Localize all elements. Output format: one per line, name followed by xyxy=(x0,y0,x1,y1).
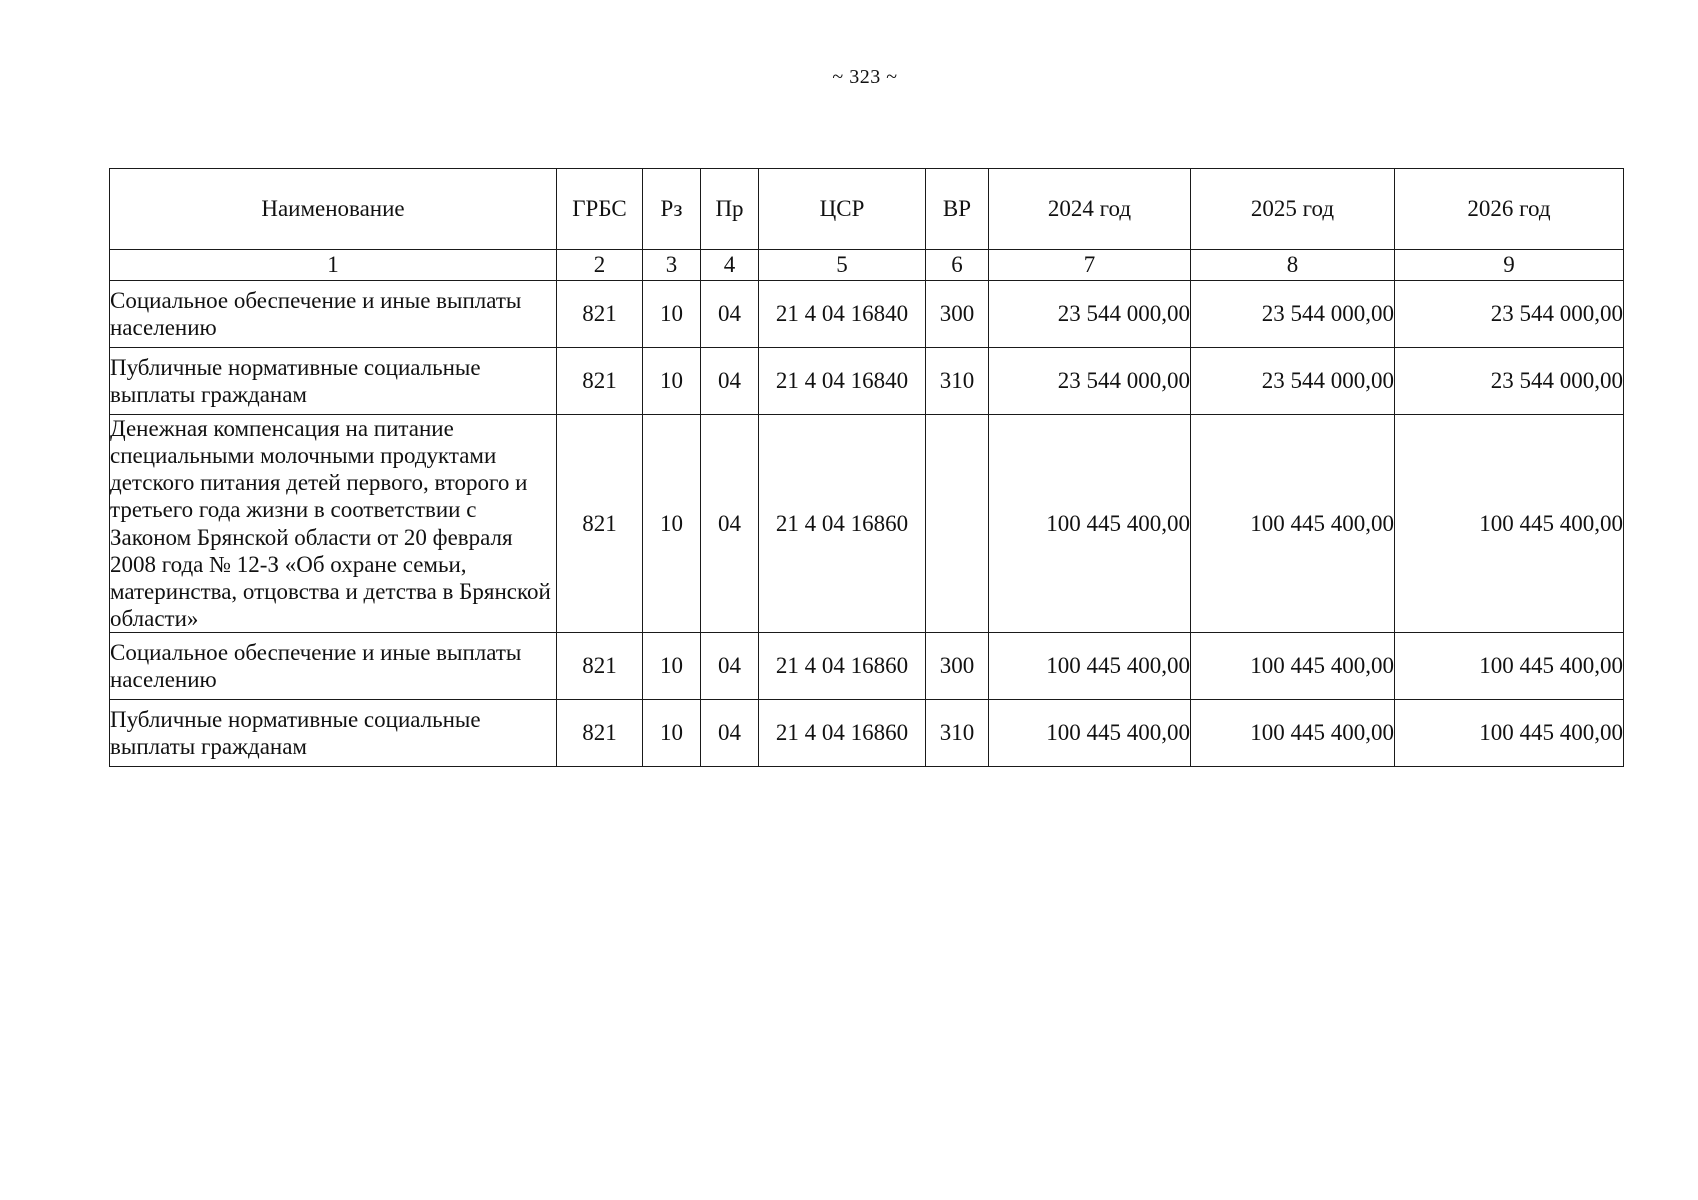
column-number: 8 xyxy=(1191,250,1395,281)
row-amount-2024: 100 445 400,00 xyxy=(989,633,1191,700)
row-pr: 04 xyxy=(701,348,759,415)
row-pr: 04 xyxy=(701,633,759,700)
row-pr: 04 xyxy=(701,281,759,348)
column-number: 1 xyxy=(110,250,557,281)
column-number-row xyxy=(110,250,1624,281)
row-amount-2024: 23 544 000,00 xyxy=(989,348,1191,415)
row-amount-2024: 23 544 000,00 xyxy=(989,281,1191,348)
budget-table xyxy=(109,168,1624,767)
row-name: Денежная компенсация на питание специальными молочными продуктами детского питания детей первого, второго и третьего года жизни в соответствии с Законом Брянской области от 20 февраля 2008 года № 12-З «Об охране семьи, материнства, отцовства и детства в Брянской области» xyxy=(110,415,557,633)
row-pr: 04 xyxy=(701,415,759,633)
table-row xyxy=(110,700,1624,767)
row-amount-2025: 23 544 000,00 xyxy=(1191,348,1395,415)
row-vr: 310 xyxy=(926,700,989,767)
row-csr: 21 4 04 16860 xyxy=(759,700,926,767)
column-number: 6 xyxy=(926,250,989,281)
column-number: 5 xyxy=(759,250,926,281)
row-rz: 10 xyxy=(643,633,701,700)
row-vr: 300 xyxy=(926,633,989,700)
header-csr: ЦСР xyxy=(759,169,926,250)
row-pr: 04 xyxy=(701,700,759,767)
column-number: 4 xyxy=(701,250,759,281)
row-amount-2024: 100 445 400,00 xyxy=(989,700,1191,767)
row-name: Социальное обеспечение и иные выплаты населению xyxy=(110,633,557,700)
row-amount-2026: 23 544 000,00 xyxy=(1395,281,1624,348)
row-grbs: 821 xyxy=(557,700,643,767)
row-amount-2024: 100 445 400,00 xyxy=(989,415,1191,633)
row-vr: 300 xyxy=(926,281,989,348)
row-rz: 10 xyxy=(643,415,701,633)
row-amount-2026: 23 544 000,00 xyxy=(1395,348,1624,415)
row-vr: 310 xyxy=(926,348,989,415)
row-name: Публичные нормативные социальные выплаты гражданам xyxy=(110,700,557,767)
row-amount-2025: 100 445 400,00 xyxy=(1191,700,1395,767)
row-name: Публичные нормативные социальные выплаты гражданам xyxy=(110,348,557,415)
column-number: 9 xyxy=(1395,250,1624,281)
row-grbs: 821 xyxy=(557,633,643,700)
header-rz: Рз xyxy=(643,169,701,250)
column-number: 2 xyxy=(557,250,643,281)
row-amount-2026: 100 445 400,00 xyxy=(1395,415,1624,633)
row-vr xyxy=(926,415,989,633)
header-name: Наименование xyxy=(110,169,557,250)
row-rz: 10 xyxy=(643,281,701,348)
row-csr: 21 4 04 16840 xyxy=(759,348,926,415)
row-grbs: 821 xyxy=(557,348,643,415)
row-rz: 10 xyxy=(643,700,701,767)
row-name: Социальное обеспечение и иные выплаты населению xyxy=(110,281,557,348)
column-number: 3 xyxy=(643,250,701,281)
table-row xyxy=(110,348,1624,415)
row-amount-2026: 100 445 400,00 xyxy=(1395,700,1624,767)
row-amount-2025: 23 544 000,00 xyxy=(1191,281,1395,348)
row-csr: 21 4 04 16860 xyxy=(759,633,926,700)
page-number: ~ 323 ~ xyxy=(832,66,898,88)
header-grbs: ГРБС xyxy=(557,169,643,250)
header-pr: Пр xyxy=(701,169,759,250)
header-2024: 2024 год xyxy=(989,169,1191,250)
header-vr: ВР xyxy=(926,169,989,250)
row-grbs: 821 xyxy=(557,281,643,348)
table-row xyxy=(110,281,1624,348)
row-amount-2026: 100 445 400,00 xyxy=(1395,633,1624,700)
table-row xyxy=(110,415,1624,633)
column-number: 7 xyxy=(989,250,1191,281)
row-csr: 21 4 04 16840 xyxy=(759,281,926,348)
row-rz: 10 xyxy=(643,348,701,415)
row-amount-2025: 100 445 400,00 xyxy=(1191,415,1395,633)
row-grbs: 821 xyxy=(557,415,643,633)
header-2026: 2026 год xyxy=(1395,169,1624,250)
table-row xyxy=(110,633,1624,700)
header-2025: 2025 год xyxy=(1191,169,1395,250)
row-csr: 21 4 04 16860 xyxy=(759,415,926,633)
row-amount-2025: 100 445 400,00 xyxy=(1191,633,1395,700)
header-row xyxy=(110,169,1624,250)
